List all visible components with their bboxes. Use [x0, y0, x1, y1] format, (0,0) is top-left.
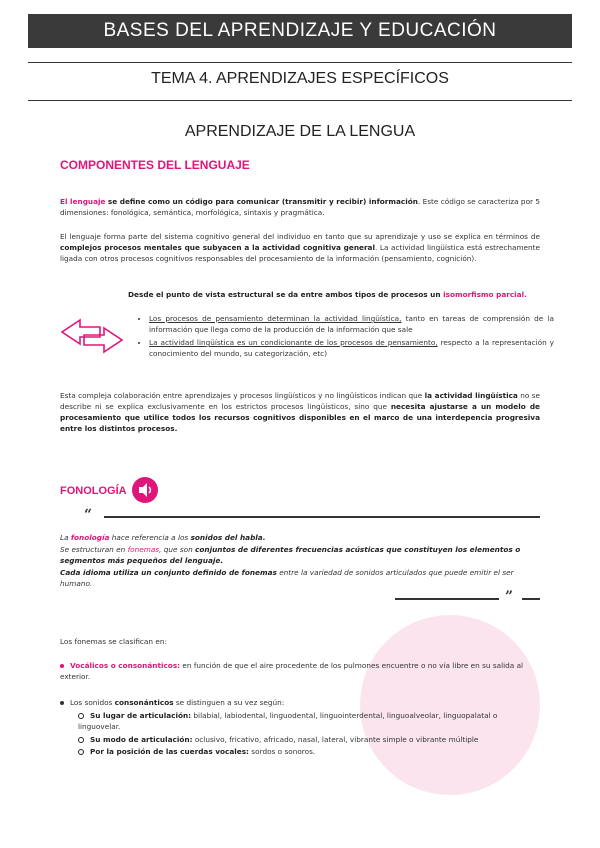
term-lenguaje: El lenguaje	[60, 197, 106, 206]
bullet2-underlined: La actividad lingüística es un condicionante de los procesos de pensamiento,	[149, 338, 438, 347]
p2-text-a: El lenguaje forma parte del sistema cognitivo general del individuo en tanto que su aprendizaje y uso se explica en términos de	[60, 232, 540, 241]
arrow-left-shape	[62, 320, 100, 344]
center-note-pink: isomorfismo parcial.	[443, 290, 527, 299]
fonologia-text	[60, 532, 542, 590]
sub-bullet	[78, 749, 84, 755]
p3-bold2: necesita ajustarse a un modelo de procesamiento que utilice todos los recursos cognitivos disponibles en el marco de una interdepencia progresiva entre los distintos procesos.	[60, 402, 540, 433]
page-subtitle: APRENDIZAJE DE LA LENGUA	[184, 123, 416, 140]
speaker-icon	[132, 477, 158, 503]
list-item: Su modo de articulación: oclusivo, fricativo, africado, nasal, lateral, vibrante simple o vibrante múltiple	[78, 734, 542, 745]
list-item	[149, 313, 554, 335]
quote-line-top	[104, 516, 540, 518]
fono-line1: La fonología hace referencia a los sonidos del habla.	[60, 533, 266, 542]
p2-text-b: . La actividad lingüística está estrechamente ligada con otros procesos cognitivos responsables del procesamiento de la información (pensamiento, cognición).	[60, 243, 541, 263]
divider-top	[28, 62, 572, 63]
p3-bold1: la actividad lingüística	[424, 391, 518, 400]
sub-bullet	[78, 713, 84, 719]
fono-line2: Se estructuran en fonemas, que son conjuntos de diferentes frecuencias acústicas que constituyen los elementos o segmentos más pequeños del lenguaje.	[60, 544, 521, 565]
bullet1-underlined: Los procesos de pensamiento determinan la actividad lingüística,	[149, 314, 402, 323]
center-note-text: Desde el punto de vista estructural se da entre ambos tipos de procesos un	[128, 290, 444, 299]
bullet1-rest: tanto en tareas de comprensión de la información que llega como de la producción de la información que sale	[149, 314, 554, 334]
quote-open-icon: “	[84, 507, 93, 523]
speaker-glyph	[132, 477, 158, 503]
section-title-componentes: COMPONENTES DEL LENGUAJE	[60, 158, 250, 172]
p2-bold: complejos procesos mentales que subyacen a la actividad cognitiva general	[60, 243, 375, 252]
list-item: Por la posición de las cuerdas vocales: sordos o sonoros.	[78, 746, 542, 757]
divider-bottom	[28, 100, 572, 101]
list-item: Su lugar de articulación: bilabial, labiodental, linguodental, linguointerdental, linguoalveolar, linguopalatal o linguovelar.	[78, 711, 498, 731]
sub-bullet	[78, 737, 84, 743]
section-title-fonologia: FONOLOGÍA	[60, 485, 127, 497]
bullet-list-procesos	[135, 313, 554, 361]
header-title: BASES DEL APRENDIZAJE Y EDUCACIÓN	[103, 20, 497, 41]
definicion-bold: se define como un código para comunicar (transmitir y recibir) información	[107, 197, 418, 206]
double-arrow-icon	[60, 318, 124, 354]
quote-line-tail	[522, 598, 540, 600]
bullet-dot	[60, 664, 64, 668]
quote-close-icon: ”	[505, 589, 514, 605]
document-header	[28, 14, 572, 48]
bullet2-rest: respecto a la representación y conocimiento del mundo, su categorización, etc)	[149, 338, 554, 358]
p3-text-a: Esta compleja colaboración entre aprendizajes y procesos lingüísticos y no lingüísticos indican que	[60, 391, 425, 400]
clasificacion-intro: Los fonemas se clasifican en:	[60, 637, 167, 646]
tema-title: TEMA 4. APRENDIZAJES ESPECÍFICOS	[151, 70, 449, 87]
list-item: Vocálicos o consonánticos: en función de que el aire procedente de los pulmones encuentre o no vía libre en su salida al exterior.	[60, 661, 524, 681]
bullet-dot	[60, 701, 64, 705]
quote-line-bottom	[395, 598, 499, 600]
paragraph-sistema	[60, 231, 540, 264]
paragraph-colaboracion	[60, 390, 540, 434]
paragraph-definicion	[60, 196, 540, 218]
list-item	[149, 337, 554, 359]
p3-text-b: no se describe ni se explica exclusivamente en los estrictos procesos lingüísticos, sino que	[60, 391, 540, 411]
arrow-right-shape	[84, 328, 122, 352]
fono-line3: Cada idioma utiliza un conjunto definido de fonemas entre la variedad de sonidos articulados que puede emitir el ser humano.	[60, 567, 514, 588]
definicion-rest: . Este código se caracteriza por 5 dimensiones: fonológica, semántica, morfológica, sintaxis y pragmática.	[60, 197, 541, 217]
list-item: Los sonidos consonánticos se distinguen a su vez según:	[60, 697, 542, 708]
isomorfismo-note	[128, 290, 548, 299]
